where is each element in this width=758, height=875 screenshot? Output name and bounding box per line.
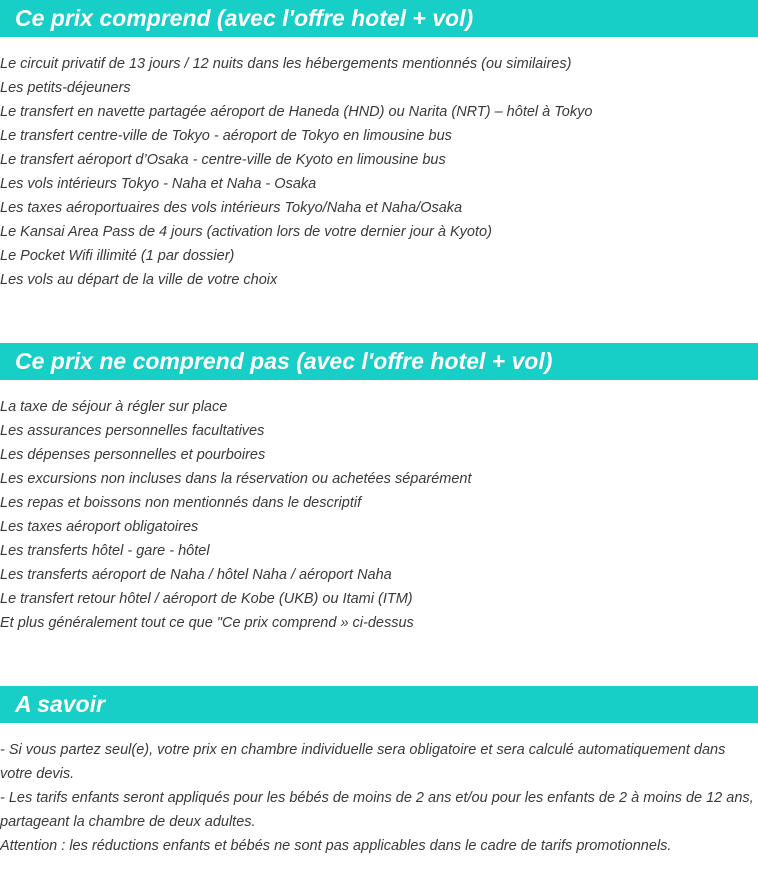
list-item: Les transferts aéroport de Naha / hôtel Naha / aéroport Naha <box>0 567 392 583</box>
note-paragraph: - Les tarifs enfants seront appliqués pour les bébés de moins de 2 ans et/ou pour les enfants de 2 à moins de 12 ans, partageant la chambre de deux adultes. <box>0 790 754 830</box>
section-title-included: Ce prix comprend (avec l'offre hotel + vol) <box>0 0 758 37</box>
note-paragraph: Attention : les réductions enfants et bébés ne sont pas applicables dans le cadre de tarifs promotionnels. <box>0 838 672 854</box>
section-title-good-to-know: A savoir <box>0 686 758 723</box>
list-item: Les repas et boissons non mentionnés dans le descriptif <box>0 495 362 511</box>
list-item: Le transfert en navette partagée aéroport de Haneda (HND) ou Narita (NRT) – hôtel à Tokyo <box>0 104 593 120</box>
list-item: Les excursions non incluses dans la réservation ou achetées séparément <box>0 471 472 487</box>
list-item: Et plus généralement tout ce que "Ce prix comprend » ci-dessus <box>0 615 414 631</box>
list-item: Les taxes aéroportuaires des vols intérieurs Tokyo/Naha et Naha/Osaka <box>0 200 463 216</box>
list-item: Le transfert centre-ville de Tokyo - aéroport de Tokyo en limousine bus <box>0 128 452 144</box>
list-item: Les taxes aéroport obligatoires <box>0 519 199 535</box>
section-title-not-included: Ce prix ne comprend pas (avec l'offre hotel + vol) <box>0 343 758 380</box>
list-item: Les vols intérieurs Tokyo - Naha et Naha - Osaka <box>0 176 317 192</box>
list-item: Les transferts hôtel - gare - hôtel <box>0 543 210 559</box>
list-item: Le transfert aéroport d’Osaka - centre-ville de Kyoto en limousine bus <box>0 152 446 168</box>
good-to-know-notes <box>0 738 756 858</box>
list-item: Le Pocket Wifi illimité (1 par dossier) <box>0 248 235 264</box>
included-list <box>0 52 592 292</box>
list-item: Les petits-déjeuners <box>0 80 131 96</box>
note-paragraph: - Si vous partez seul(e), votre prix en chambre individuelle sera obligatoire et sera calculé automatiquement dans votre devis. <box>0 742 726 782</box>
list-item: Le Kansai Area Pass de 4 jours (activation lors de votre dernier jour à Kyoto) <box>0 224 492 240</box>
list-item: La taxe de séjour à régler sur place <box>0 399 228 415</box>
not-included-list <box>0 395 472 635</box>
list-item: Le circuit privatif de 13 jours / 12 nuits dans les hébergements mentionnés (ou similaires) <box>0 56 572 72</box>
list-item: Les assurances personnelles facultatives <box>0 423 265 439</box>
list-item: Le transfert retour hôtel / aéroport de Kobe (UKB) ou Itami (ITM) <box>0 591 413 607</box>
list-item: Les vols au départ de la ville de votre choix <box>0 272 278 288</box>
list-item: Les dépenses personnelles et pourboires <box>0 447 266 463</box>
